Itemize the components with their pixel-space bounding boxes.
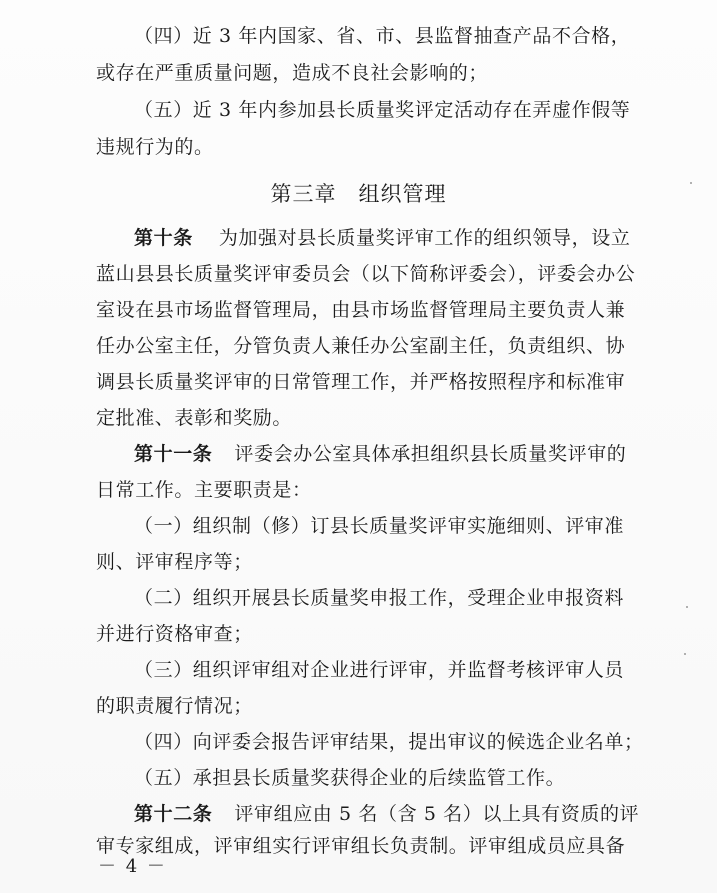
- article-12-label: 第十二条: [134, 803, 213, 825]
- item-5-line-2: 违规行为的。: [96, 136, 214, 158]
- article-11-line-1: [134, 440, 626, 468]
- article-12-line-2: 审专家组成，评审组实行评审组长负责制。评审组成员应具备: [96, 835, 626, 857]
- article-11-line-2: 日常工作。主要职责是：: [96, 479, 312, 501]
- article-11-item-3-line-1: （三）组织评审组对企业进行评审，并监督考核评审人员: [134, 659, 625, 681]
- page-number: － 4 －: [98, 856, 167, 877]
- article-11-item-2-line-1: （二）组织开展县长质量奖申报工作，受理企业申报资料: [134, 587, 625, 609]
- article-10-line-2: 蓝山县县长质量奖评审委员会（以下简称评委会），评委会办公: [96, 263, 636, 285]
- scan-speck: [686, 606, 688, 608]
- chapter-heading: 第三章 组织管理: [270, 182, 447, 206]
- item-5-line-1: （五）近 3 年内参加县长质量奖评定活动存在弄虚作假等: [134, 99, 631, 121]
- item-4-line-2: 或存在严重质量问题，造成不良社会影响的；: [96, 62, 489, 84]
- article-10-text-1: 为加强对县长质量奖评审工作的组织领导，设立: [218, 227, 631, 249]
- article-11-label: 第十一条: [134, 443, 213, 465]
- article-12-text-1: 评审组应由 5 名（含 5 名）以上具有资质的评: [234, 803, 640, 825]
- scan-speck: [684, 653, 686, 655]
- article-10-line-1: [134, 224, 630, 252]
- article-11-item-4-line-1: （四）向评委会报告评审结果，提出审议的候选企业名单；: [134, 731, 644, 753]
- article-10-line-4: 任办公室主任，分管负责人兼任办公室副主任，负责组织、协: [96, 335, 626, 357]
- article-12-line-1: [134, 800, 639, 828]
- article-11-item-1-line-1: （一）组织制（修）订县长质量奖评审实施细则、评审准: [134, 515, 625, 537]
- article-11-item-2-line-2: 并进行资格审查；: [96, 623, 253, 645]
- item-4-line-1: （四）近 3 年内国家、省、市、县监督抽查产品不合格，: [134, 25, 631, 47]
- article-11-item-1-line-2: 则、评审程序等；: [96, 551, 253, 573]
- article-10-line-3: 室设在县市场监督管理局，由县市场监督管理局主要负责人兼: [96, 299, 626, 321]
- article-10-line-5: 调县长质量奖评审的日常管理工作，并严格按照程序和标准审: [96, 371, 626, 393]
- article-11-item-3-line-2: 的职责履行情况；: [96, 695, 253, 717]
- article-11-item-5-line-1: （五）承担县长质量奖获得企业的后续监管工作。: [134, 767, 566, 789]
- article-11-text-1: 评委会办公室具体承担组织县长质量奖评审的: [234, 443, 627, 465]
- article-10-label: 第十条: [134, 227, 193, 249]
- article-10-line-6: 定批准、表彰和奖励。: [96, 407, 293, 429]
- scan-speck: [690, 182, 692, 184]
